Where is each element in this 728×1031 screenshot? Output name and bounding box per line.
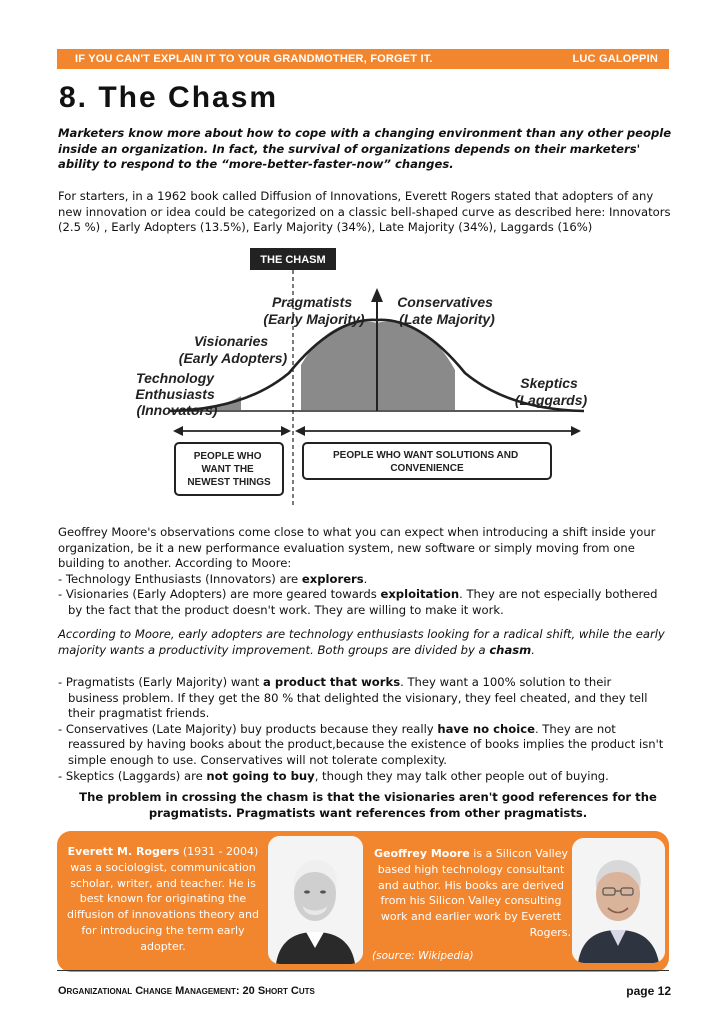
rogers-years: (1931 - 2004) xyxy=(182,845,259,858)
label-skeptics xyxy=(515,375,588,408)
newest-things-2: WANT THE xyxy=(201,464,254,475)
page-title: 8. The Chasm xyxy=(59,81,279,114)
conclusion-line-2: pragmatists. Pragmatists want references from other pragmatists. xyxy=(148,806,588,820)
moore-name: Geoffrey Moore xyxy=(373,847,470,860)
label-skeptics-2: (Laggards) xyxy=(514,392,588,408)
rogers-bio xyxy=(62,844,264,955)
moore-photo xyxy=(572,838,665,963)
moore-bullet-2-cont: by the fact that the product doesn't work. They are willing to make it work. xyxy=(68,602,504,617)
label-technology xyxy=(135,370,218,418)
label-conservatives xyxy=(397,294,497,327)
conclusion xyxy=(58,789,678,821)
header-quote: IF YOU CAN'T EXPLAIN IT TO YOUR GRANDMOTHER, FORGET IT. xyxy=(75,53,433,65)
page-number: page 12 xyxy=(626,984,671,998)
rogers-name: Everett M. Rogers xyxy=(67,845,180,858)
left-range-arrow-l xyxy=(173,426,183,436)
label-visionaries xyxy=(179,333,288,366)
chasm-title: THE CHASM xyxy=(260,254,326,266)
intro-paragraph: Marketers know more about how to cope with a changing environment than any other people inside an organization. In fact, the survival of organizations depends on their marketers' ability to respond to the “more-better-faster-now” changes. xyxy=(58,126,672,172)
label-pragmatists-1: Pragmatists xyxy=(271,294,353,310)
rogers-paragraph: For starters, in a 1962 book called Diffusion of Innovations, Everett Rogers stated that adopters of any new innovation or idea could be categorized on a classic bell-shaped curve as described here: Innovators (2.5 %) , Early Adopters (13.5%), Early Majority (34%), Late Majority (34%), Laggards (16%) xyxy=(58,189,671,235)
skeptics-bullet: - Skeptics (Laggards) are not going to buy, though they may talk other people out of buying. xyxy=(58,768,609,783)
conclusion-line-1: The problem in crossing the chasm is that the visionaries aren't good references for the xyxy=(79,790,657,804)
chasm-chart xyxy=(129,248,599,508)
pragmatists-bullet: - Pragmatists (Early Majority) want a product that works. They want a 100% solution to their xyxy=(58,675,612,689)
chasm-paragraph: According to Moore, early adopters are technology enthusiasts looking for a radical shift, while the early majority wants a productivity improvement. Both groups are divided by a chasm. xyxy=(58,627,665,657)
label-technology-1: Technology xyxy=(136,370,215,386)
moore-text: is a Silicon Valley based high technology consultant and author. His books are derived from his Silicon Valley consulting work and earlier work by Everett xyxy=(377,847,569,924)
segments-paragraph xyxy=(58,675,678,784)
center-arrow-head xyxy=(371,288,383,302)
label-technology-2: Enthusiasts xyxy=(135,386,215,402)
newest-things-1: PEOPLE WHO xyxy=(193,451,262,462)
moore-bio xyxy=(371,846,571,941)
label-visionaries-1: Visionaries xyxy=(193,333,269,349)
rogers-photo xyxy=(268,836,363,964)
label-pragmatists xyxy=(263,294,364,327)
label-skeptics-1: Skeptics xyxy=(520,375,578,391)
moore-paragraph xyxy=(58,525,678,619)
pragmatists-bullet-cont: business problem. If they get the 80 % that delighted the visionary, they feel cheated, and they tell their pragmatist friends. xyxy=(68,690,648,721)
label-conservatives-1: Conservatives xyxy=(397,294,493,310)
moore-intro: Geoffrey Moore's observations come close to what you can expect when introducing a shift inside your organization, be it a new performance evaluation system, new software or simply moving from one building to another. According to Moore: xyxy=(58,525,656,571)
conservatives-bullet: - Conservatives (Late Majority) buy products because they really have no choice. They are not xyxy=(58,721,616,736)
right-range-arrow-l xyxy=(295,426,305,436)
left-range-arrow-r xyxy=(281,426,291,436)
label-visionaries-2: (Early Adopters) xyxy=(178,350,288,366)
rogers-text: was a sociologist, communication scholar, writer, and teacher. He is best known for originating the diffusion of innovations theory and for introducing the term early adopter. xyxy=(67,860,259,953)
label-conservatives-2: (Late Majority) xyxy=(399,311,495,327)
moore-text-end: Rogers. xyxy=(529,925,571,939)
label-technology-3: (Innovators) xyxy=(136,402,218,418)
footer-divider xyxy=(57,970,669,971)
moore-bullet-2: - Visionaries (Early Adopters) are more geared towards exploitation. They are not especially bothered xyxy=(58,587,658,602)
solutions-1: PEOPLE WHO WANT SOLUTIONS AND xyxy=(333,450,519,461)
label-pragmatists-2: (Early Majority) xyxy=(263,311,365,327)
conservatives-bullet-cont: reassured by having books about the product,because the existence of books implies the product isn't simple enough to use. Conservatives will not tolerate complexity. xyxy=(68,737,664,767)
early-majority-area xyxy=(301,321,377,410)
header-author: LUC GALOPPIN xyxy=(572,53,658,65)
late-majority-area xyxy=(377,321,455,410)
right-range-arrow-r xyxy=(571,426,581,436)
header-bar xyxy=(57,49,669,69)
newest-things-3: NEWEST THINGS xyxy=(187,477,271,488)
source-note: (source: Wikipedia) xyxy=(372,950,474,962)
moore-bullet-1: - Technology Enthusiasts (Innovators) are explorers. xyxy=(58,571,368,586)
solutions-2: CONVENIENCE xyxy=(390,463,464,474)
footer-title: Organizational Change Management: 20 Short Cuts xyxy=(58,985,315,997)
